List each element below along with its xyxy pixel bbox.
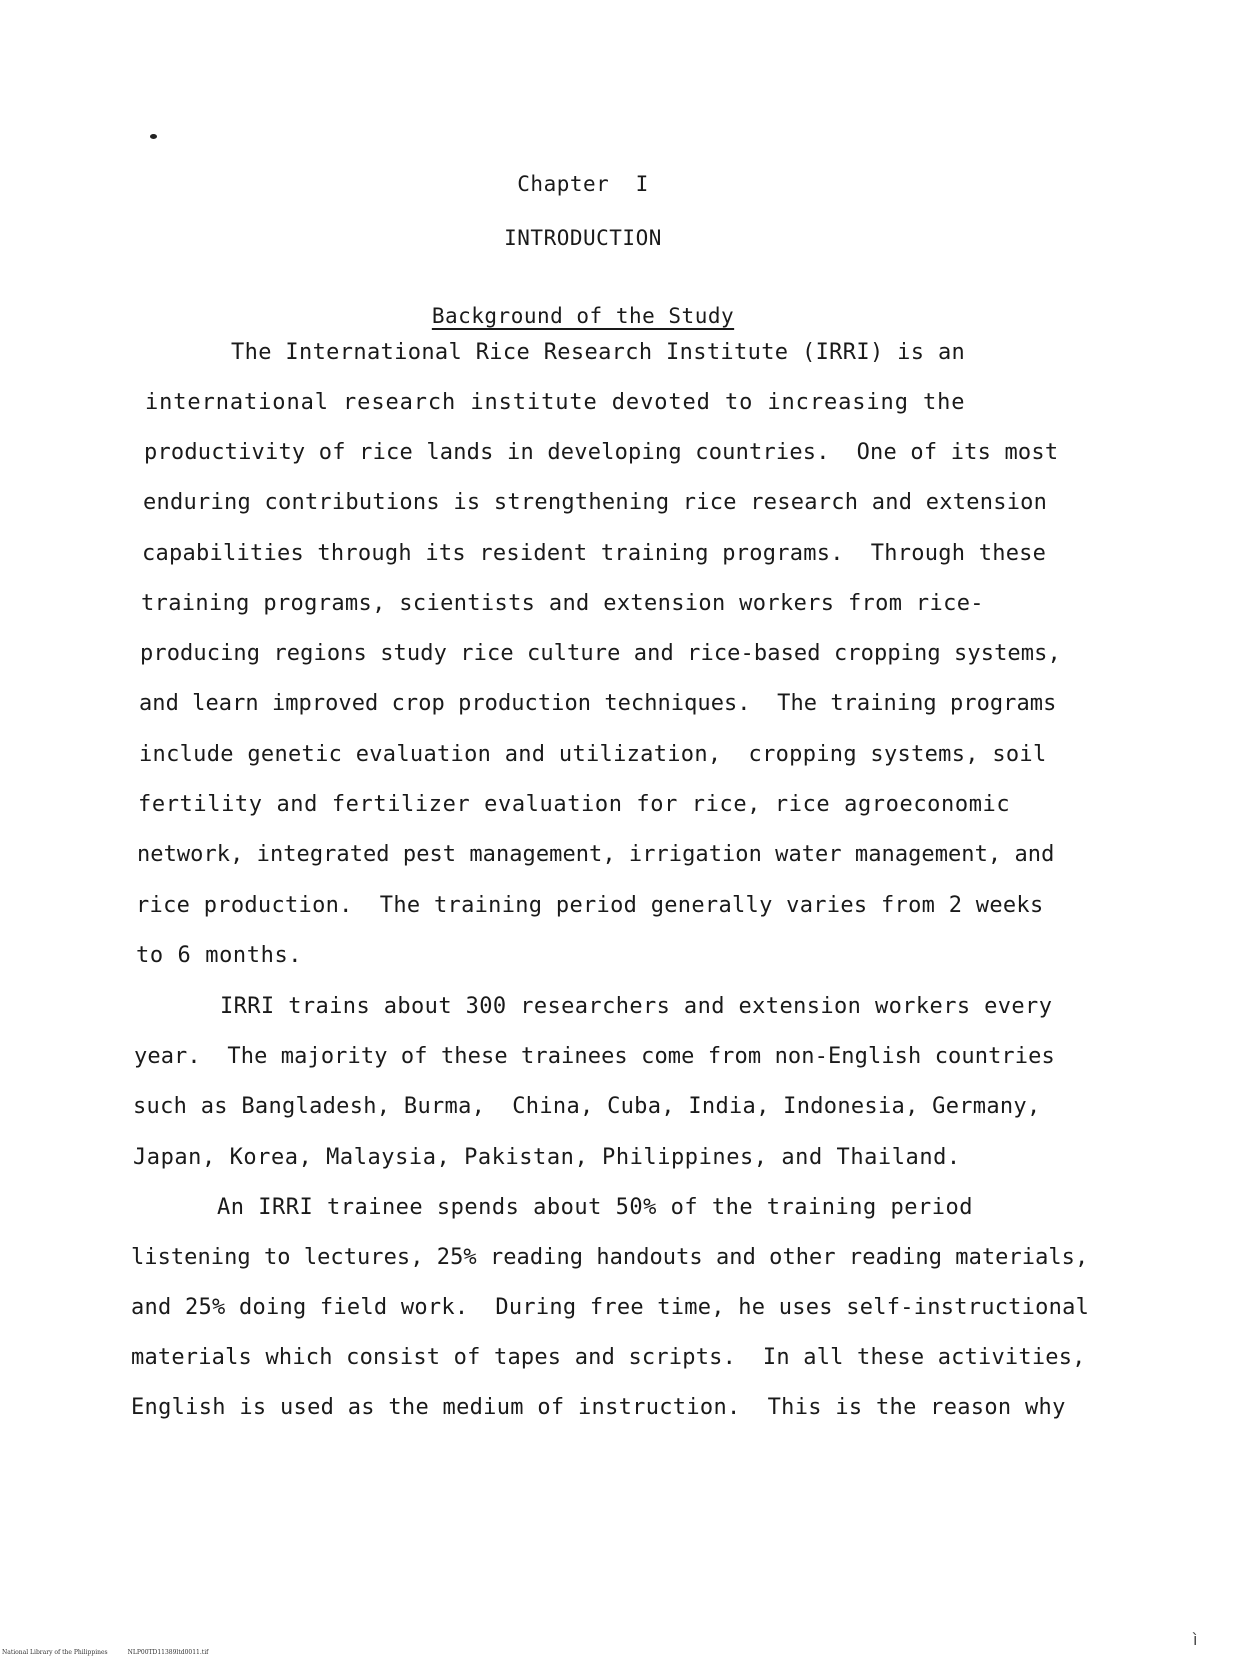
text-line: producing regions study rice culture and rice-based cropping systems, (140, 641, 1061, 666)
corner-mark: ì (1193, 1630, 1198, 1649)
file-code: NLP00TD11389ltd0011.tif (127, 1649, 209, 1656)
text-line: fertility and fertilizer evaluation for rice, rice agroeconomic (138, 792, 1011, 817)
text-line: include genetic evaluation and utilization, cropping systems, soil (139, 742, 1047, 767)
text-line: rice production. The training period generally varies from 2 weeks (136, 893, 1044, 918)
text-line: international research institute devoted to increasing the (145, 390, 966, 415)
text-line: and learn improved crop production techniques. The training programs (139, 691, 1057, 716)
text-line: The International Rice Research Institute (IRRI) is an (231, 340, 966, 365)
text-line: year. The majority of these trainees come from non-English countries (134, 1044, 1055, 1069)
text-line: capabilities through its resident training programs. Through these (142, 541, 1047, 566)
chapter-heading: Chapter I (517, 172, 649, 196)
text-line: IRRI trains about 300 researchers and extension workers every (220, 994, 1053, 1019)
text-line: listening to lectures, 25% reading handouts and other reading materials, (131, 1245, 1089, 1270)
text-line: to 6 months. (136, 943, 303, 968)
text-line: materials which consist of tapes and scripts. In all these activities, (131, 1345, 1086, 1370)
text-line: An IRRI trainee spends about 50% of the training period (217, 1195, 973, 1220)
text-line: and 25% doing field work. During free time, he uses self-instructional (131, 1295, 1090, 1320)
text-line: productivity of rice lands in developing countries. One of its most (144, 440, 1059, 465)
text-line: enduring contributions is strengthening rice research and extension (143, 490, 1048, 515)
library-name: National Library of the Philippines (2, 1649, 108, 1656)
section-title: Background of the Study (431, 304, 735, 328)
text-line: English is used as the medium of instruction. This is the reason why (131, 1395, 1066, 1420)
text-line: Japan, Korea, Malaysia, Pakistan, Philippines, and Thailand. (133, 1145, 961, 1170)
text-line: such as Bangladesh, Burma, China, Cuba, India, Indonesia, Germany, (133, 1094, 1041, 1119)
stray-mark (150, 134, 157, 139)
text-line: training programs, scientists and extension workers from rice- (141, 591, 984, 616)
footer-metadata (2, 1649, 208, 1656)
chapter-title: INTRODUCTION (504, 226, 662, 250)
text-line: network, integrated pest management, irrigation water management, and (137, 842, 1055, 867)
